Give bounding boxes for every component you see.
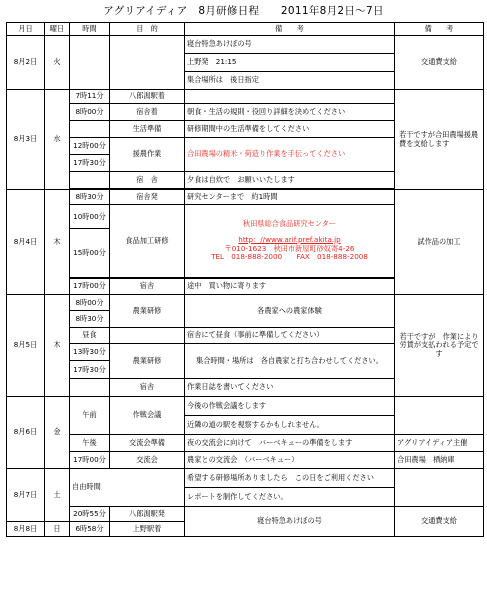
weekday-cell: 日 [45, 522, 70, 537]
purpose-cell [110, 36, 185, 90]
remark-cell: 若干ですが 作業により労賃が支払われる予定です [395, 295, 484, 397]
note-cell: 合田農場の精米・荷造り作業を手伝ってください [185, 138, 395, 172]
header-remark: 備 考 [395, 23, 484, 36]
remark-cell: アグリアイディア主催 [395, 435, 484, 452]
note-cell: レポートを制作してください。 [185, 488, 395, 507]
purpose-cell [110, 328, 185, 344]
remark-cell [395, 397, 484, 435]
purpose-cell: 宿舎発 [110, 190, 185, 205]
purpose-cell: 生活準備 [110, 121, 185, 138]
note-cell: 朝食・生活の規則・役回り詳細を決めてください [185, 104, 395, 121]
time-label: 8時30分 [75, 314, 104, 323]
note-cell: 集合場所は 後日指定 [185, 72, 395, 90]
note-cell: 研究センターまで 約1時間 [185, 190, 395, 205]
purpose-cell: 食品加工研修 [110, 205, 185, 278]
note-cell: 農家との交流会 （バーベキュー） [185, 452, 395, 469]
purpose-cell: 宿 舎 [110, 172, 185, 189]
table-row [7, 452, 484, 469]
time-cell: 17時30分 [70, 155, 110, 172]
date-cell: 8月2日 [7, 36, 45, 90]
purpose-cell: 宿舎着 [110, 104, 185, 121]
table-row [7, 190, 484, 205]
time-cell [70, 295, 110, 328]
date-cell: 8月4日 [7, 190, 45, 295]
time-label: 17時30分 [73, 365, 106, 374]
time-cell: 20時55分 [70, 507, 110, 522]
time-cell: 8時00分 [70, 104, 110, 121]
note-cell: 研修期間中の生活準備をしてください [185, 121, 395, 138]
header-weekday: 曜日 [45, 23, 70, 36]
note-cell: 宿舎にて昼食（事前に準備してください） [185, 328, 395, 344]
date-cell: 8月7日 [7, 469, 45, 522]
header-row [7, 23, 484, 36]
purpose-cell: 援農作業 [110, 138, 185, 172]
note-cell: 今後の作戦会議をします [185, 397, 395, 416]
date-cell: 8月8日 [7, 522, 45, 537]
purpose-cell: 農業研修 [110, 344, 185, 379]
header-note: 備 考 [185, 23, 395, 36]
time-cell [70, 379, 110, 397]
purpose-cell: 宿舎 [110, 279, 185, 295]
date-cell: 8月5日 [7, 295, 45, 397]
weekday-cell: 水 [45, 90, 70, 190]
note-cell: 夕食は自炊で お願いいたします [185, 172, 395, 189]
time-cell: 6時58分 [70, 522, 110, 537]
note-cell: 作業日誌を書いてください [185, 379, 395, 397]
remark-cell: 合田農場 栖納庫 [395, 452, 484, 469]
institute-address: 〒010-1623 秋田市新屋町砂奴寄4-26 [224, 243, 355, 253]
table-row [7, 397, 484, 416]
note-cell: 上野発 21:15 [185, 54, 395, 72]
time-cell [70, 172, 110, 189]
time-cell: 自由時間 [70, 469, 185, 507]
note-cell: 夜の交流会に向けて バーベキューの準備をします [185, 435, 395, 452]
note-cell: 途中 買い物に寄ります [185, 279, 395, 295]
note-cell: 集合時間・場所は 各自農家と打ち合わせしてください。 [185, 344, 395, 379]
date-cell: 8月3日 [7, 90, 45, 190]
remark-cell: 若干ですが合田農場援農費を支給します [395, 90, 484, 190]
note-cell: 近隣の道の駅を視察するかもしれません。 [185, 416, 395, 435]
institute-phone: TEL 018-888-2000 FAX 018-888-2008 [211, 252, 368, 262]
time-label: 13時30分 [70, 344, 109, 361]
institute-name: 秋田県総合食品研究センター [242, 219, 337, 229]
remark-cell [395, 469, 484, 507]
time-label: 8時00分 [70, 295, 109, 311]
purpose-cell: 作戦会議 [110, 397, 185, 435]
weekday-cell: 木 [45, 295, 70, 397]
time-cell [70, 36, 110, 90]
time-cell: 17時00分 [70, 452, 110, 469]
institute-info [185, 205, 395, 278]
remark-cell: 試作品の加工 [395, 190, 484, 295]
purpose-cell: 交流会準備 [110, 435, 185, 452]
time-label: 15時00分 [73, 248, 106, 257]
purpose-cell: 農業研修 [110, 295, 185, 328]
institute-url: http：//www.arif.pref.akita.jp [238, 234, 341, 244]
header-purpose: 目 的 [110, 23, 185, 36]
time-cell: 12時00分 [70, 138, 110, 155]
note-cell: 寝台特急あけぼの号 [185, 507, 395, 537]
note-cell [185, 90, 395, 104]
table-row [7, 36, 484, 54]
time-cell: 17時00分 [70, 279, 110, 295]
schedule-table [6, 22, 484, 537]
header-date: 月日 [7, 23, 45, 36]
time-cell: 午前 [70, 397, 110, 435]
note-cell: 希望する研修場所ありましたら この日をご利用ください [185, 469, 395, 488]
purpose-cell: 交流会 [110, 452, 185, 469]
purpose-cell: 上野駅着 [110, 522, 185, 537]
date-cell: 8月6日 [7, 397, 45, 469]
table-row [7, 295, 484, 328]
page-title: アグリアイディア 8月研修日程 2011年8月2日～7日 [103, 5, 384, 17]
time-label: 10時00分 [70, 205, 109, 229]
table-row [7, 469, 484, 488]
time-cell: 7時11分 [70, 90, 110, 104]
weekday-cell: 火 [45, 36, 70, 90]
weekday-cell: 土 [45, 469, 70, 522]
remark-cell: 交通費支給 [395, 507, 484, 537]
time-cell: 8時30分 [70, 190, 110, 205]
time-cell: 午後 [70, 435, 110, 452]
purpose-cell: 八郎潟駅発 [110, 507, 185, 522]
weekday-cell: 木 [45, 190, 70, 295]
purpose-cell: 宿舎 [110, 379, 185, 397]
table-row [7, 435, 484, 452]
time-cell [70, 344, 110, 379]
weekday-cell: 金 [45, 397, 70, 469]
note-cell: 寝台特急あけぼの号 [185, 36, 395, 54]
remark-cell: 交通費支給 [395, 36, 484, 90]
table-row [7, 90, 484, 104]
time-cell [70, 121, 110, 138]
time-cell [70, 205, 110, 278]
header-time: 時間 [70, 23, 110, 36]
purpose-cell: 八郎潟駅着 [110, 90, 185, 104]
time-cell: 昼食 [70, 328, 110, 344]
table-row [7, 507, 484, 522]
note-cell: 各農家への農家体験 [185, 295, 395, 328]
